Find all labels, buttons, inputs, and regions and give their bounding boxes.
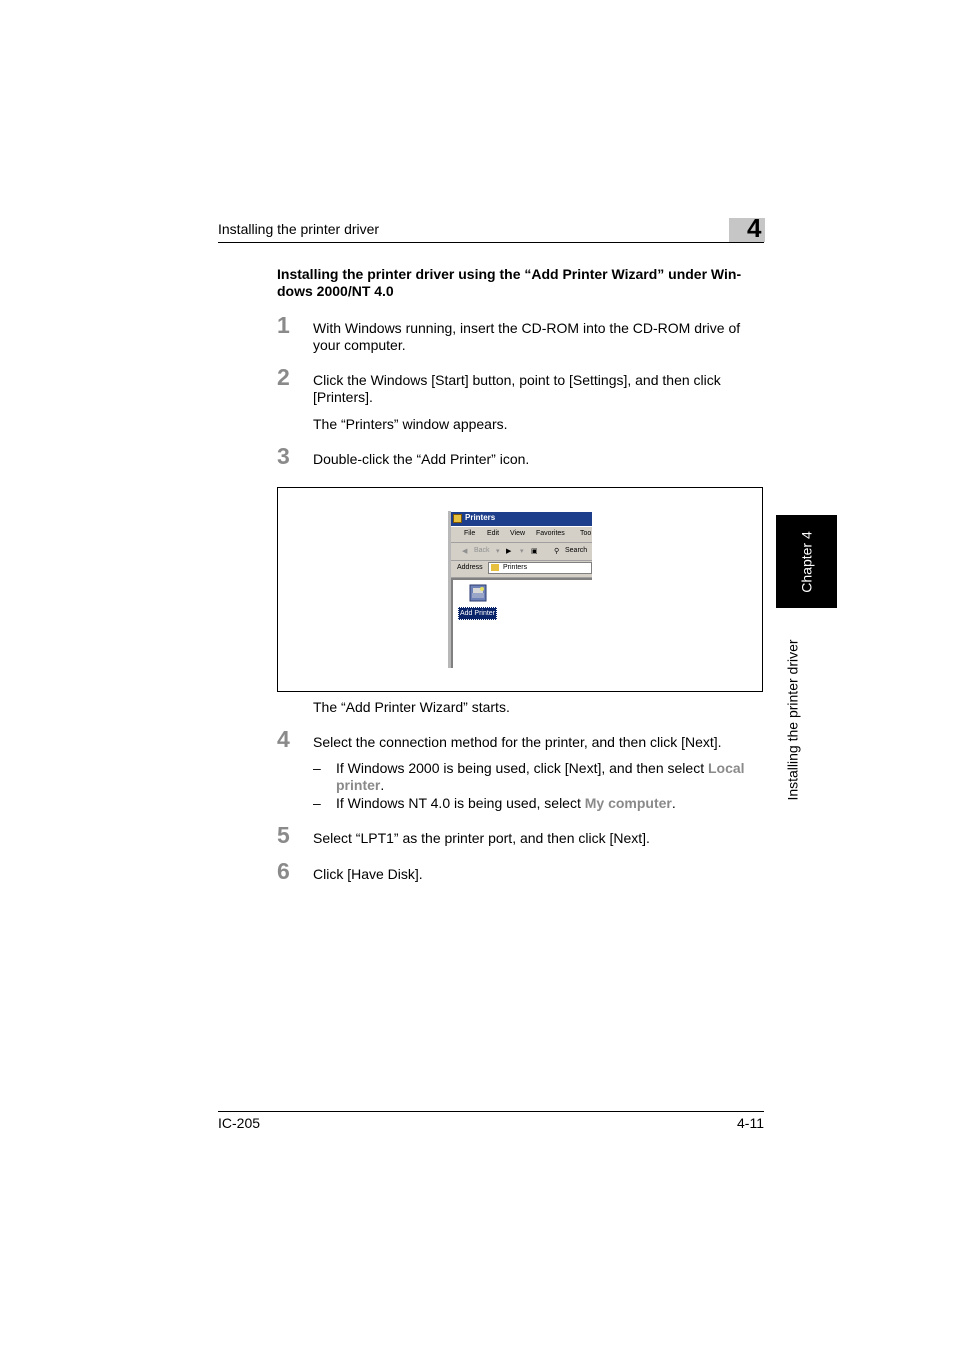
address-value: Printers (503, 564, 528, 571)
folder-icon (453, 514, 462, 523)
chapter-tab-label: Chapter 4 (798, 530, 815, 593)
step-text: Select “LPT1” as the printer port, and then click [Next]. (313, 830, 650, 846)
step-note: The “Printers” window appears. (313, 416, 508, 432)
sub-step-text: If Windows NT 4.0 is being used, select (336, 795, 585, 811)
sub-step-end: . (671, 795, 676, 811)
step-text: Select the connection method for the printer, and then click [Next]. (313, 734, 722, 750)
menu-favorites: Favorites (536, 530, 565, 537)
folder-icon (491, 564, 499, 571)
forward-arrow-icon: ▶ (506, 548, 512, 555)
section-title: Installing the printer driver using the “Add Printer Wizard” under Win-dows 2000/NT 4.0 (277, 266, 742, 299)
chevron-down-icon: ▾ (520, 548, 524, 555)
menu-tools: Too (580, 530, 592, 537)
back-arrow-icon: ◀ (462, 548, 468, 555)
sub-step-end: . (380, 777, 385, 793)
menu-edit: Edit (487, 530, 500, 537)
sub-bullet: – (313, 795, 321, 811)
step-number: 2 (277, 364, 290, 390)
step-number: 4 (277, 726, 290, 752)
step-text: Click [Have Disk]. (313, 866, 423, 882)
section-tab-label-wrap (776, 620, 810, 820)
footer-model: IC-205 (218, 1115, 261, 1131)
sub-step-text: If Windows 2000 is being used, click [Next], and then select (336, 760, 708, 776)
menu-file: File (464, 530, 476, 537)
back-label: Back (474, 547, 490, 554)
footer-rule (218, 1111, 764, 1112)
chapter-tab-label-wrap (776, 515, 837, 608)
step-text: Double-click the “Add Printer” icon. (313, 451, 530, 467)
search-icon: ⚲ (554, 548, 560, 555)
menu-view: View (510, 530, 526, 537)
up-folder-icon: ▣ (531, 548, 538, 555)
add-printer-label: Add Printer (458, 607, 497, 620)
option-my-computer: My computer (584, 795, 672, 811)
section-tab-label: Installing the printer driver (785, 639, 802, 801)
chapter-number: 4 (747, 213, 762, 243)
step-note: The “Add Printer Wizard” starts. (313, 699, 510, 715)
step-number: 1 (277, 312, 290, 338)
header-rule (218, 242, 764, 243)
address-label: Address (457, 564, 483, 571)
sub-bullet: – (313, 760, 321, 776)
running-header: Installing the printer driver (218, 221, 380, 237)
step-number: 3 (277, 443, 290, 469)
option-local-printer: Local printer (336, 760, 745, 793)
step-number: 6 (277, 858, 290, 884)
page-number: 4-11 (737, 1115, 764, 1131)
step-text: Click the Windows [Start] button, point to [Settings], and then click [Printers]. (313, 372, 721, 405)
content-border-left (451, 580, 453, 668)
sub-step (336, 760, 766, 794)
step-text: With Windows running, insert the CD-ROM into the CD-ROM drive of your computer. (313, 320, 741, 353)
add-printer-icon (469, 584, 487, 602)
sub-step (336, 795, 766, 812)
window-title: Printers (465, 513, 496, 522)
search-label: Search (565, 547, 588, 554)
step-number: 5 (277, 822, 290, 848)
content-border (451, 578, 592, 580)
chevron-down-icon: ▾ (496, 548, 500, 555)
